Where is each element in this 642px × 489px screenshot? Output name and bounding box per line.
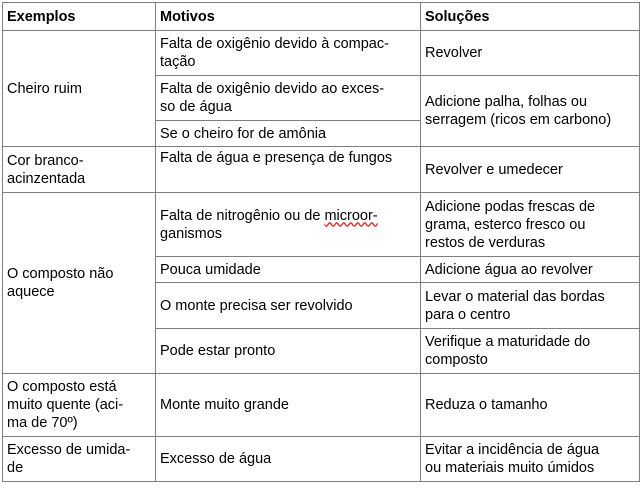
example-muito-quente: O composto está muito quente (aci- ma de 70º): [3, 374, 156, 437]
reason-cell: Pode estar pronto: [156, 329, 421, 374]
reason-cell: Falta de oxigênio devido à compac- tação: [156, 31, 421, 76]
reason-text: ganismos: [160, 225, 223, 242]
solution-cell: Levar o material das bordas para o centro: [421, 283, 640, 329]
table-row: [3, 374, 640, 437]
table-row: [3, 31, 640, 76]
example-cheiro-ruim: Cheiro ruim: [3, 31, 156, 147]
reason-cell: Se o cheiro for de amônia: [156, 121, 421, 147]
solution-cell: Adicione podas frescas de grama, esterco fresco ou restos de verduras: [421, 193, 640, 257]
table-row: [3, 437, 640, 482]
spellcheck-word: microor-: [324, 207, 378, 224]
header-solucoes: Soluções: [421, 3, 640, 31]
example-nao-aquece: O composto não aquece: [3, 193, 156, 374]
reason-text: Falta de nitrogênio ou de: [160, 207, 325, 224]
composting-problems-table: [2, 2, 640, 482]
solution-cell: Revolver e umedecer: [421, 147, 640, 193]
reason-cell: Excesso de água: [156, 437, 421, 482]
solution-cell: Reduza o tamanho: [421, 374, 640, 437]
reason-cell: [156, 193, 421, 257]
reason-cell: Pouca umidade: [156, 257, 421, 283]
example-excesso-umidade: Excesso de umida- de: [3, 437, 156, 482]
solution-cell: Adicione palha, folhas ou serragem (ricos em carbono): [421, 76, 640, 147]
reason-cell: Monte muito grande: [156, 374, 421, 437]
solution-cell: Verifique a maturidade do composto: [421, 329, 640, 374]
reason-cell: O monte precisa ser revolvido: [156, 283, 421, 329]
header-motivos: Motivos: [156, 3, 421, 31]
solution-cell: Adicione água ao revolver: [421, 257, 640, 283]
header-row: [3, 3, 640, 31]
reason-cell: Falta de água e presença de fungos: [156, 147, 421, 193]
table-row: [3, 147, 640, 193]
solution-cell: Evitar a incidência de água ou materiais muito úmidos: [421, 437, 640, 482]
header-exemplos: Exemplos: [3, 3, 156, 31]
table-row: [3, 193, 640, 257]
example-cor-branco: Cor branco- acinzentada: [3, 147, 156, 193]
reason-cell: Falta de oxigênio devido ao exces- so de água: [156, 76, 421, 121]
solution-cell: Revolver: [421, 31, 640, 76]
